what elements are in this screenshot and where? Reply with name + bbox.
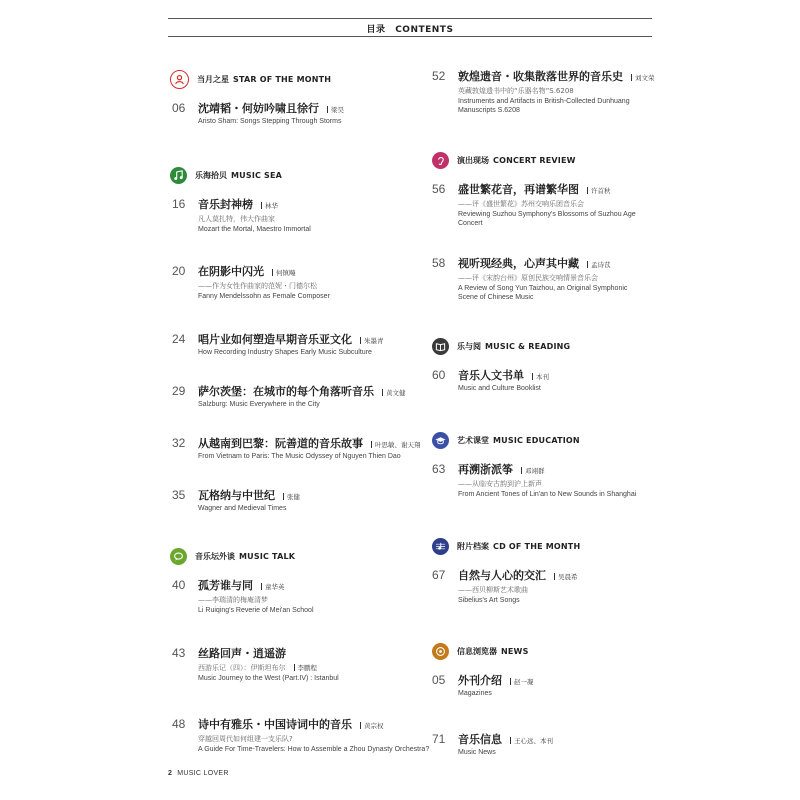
entry-english: Magazines xyxy=(458,690,492,697)
toc-entry-48[interactable] xyxy=(172,716,429,753)
entry-subtitle: ——李瑞清的梅庵清梦 xyxy=(198,596,268,604)
toc-entry-52[interactable] xyxy=(432,68,655,114)
section-en: STAR OF THE MONTH xyxy=(233,74,332,84)
speech-bubble-icon xyxy=(170,548,187,565)
page-number: 35 xyxy=(172,488,186,502)
section-en: MUSIC & READING xyxy=(485,341,571,351)
section-music-reading xyxy=(432,335,570,357)
section-music-sea xyxy=(170,164,282,186)
entry-english: Fanny Mendelssohn as Female Composer xyxy=(198,293,330,300)
music-note-icon xyxy=(170,167,187,184)
toc-entry-67[interactable] xyxy=(432,567,578,604)
contents-header-en: CONTENTS xyxy=(395,25,454,35)
entry-title: 瓦格纳与中世纪 xyxy=(198,489,275,502)
page-number: 32 xyxy=(172,436,186,450)
header-top-rule xyxy=(168,18,652,19)
page-number: 06 xyxy=(172,101,186,115)
entry-subtitle: 英藏敦煌遗书中的“乐器名物”S.6208 xyxy=(458,87,574,95)
section-cn: 附片档案 xyxy=(457,541,489,551)
entry-english: Li Ruiqing's Reverie of Mei'an School xyxy=(198,607,314,614)
section-cn: 当月之星 xyxy=(197,74,229,84)
entry-english: Mozart the Mortal, Maestro Immortal xyxy=(198,226,311,233)
page-number: 40 xyxy=(172,578,186,592)
entry-author: 林华 xyxy=(261,201,278,210)
toc-entry-56[interactable] xyxy=(432,181,636,227)
entry-title: 丝路回声・逍遥游 xyxy=(198,647,286,660)
entry-title: 沈靖韬・何妨吟啸且徐行 xyxy=(198,102,319,115)
entry-english: Instruments and Artifacts in British-Collected Dunhuang xyxy=(458,98,630,105)
toc-entry-43[interactable] xyxy=(172,645,339,682)
section-en: NEWS xyxy=(501,646,529,656)
entry-title: 孤芳谁与同 xyxy=(198,579,253,592)
section-cn: 音乐坛外谈 xyxy=(195,551,235,561)
page-number: 48 xyxy=(172,717,186,731)
section-cn: 乐与阅 xyxy=(457,341,481,351)
entry-title: 敦煌遗音・收集散落世界的音乐史 xyxy=(458,70,623,83)
entry-english-line2: Scene of Chinese Music xyxy=(458,294,534,301)
entry-english: Music Journey to the West (Part.IV) : Istanbul xyxy=(198,675,339,682)
contents-header xyxy=(168,22,652,35)
entry-author: 黄文健 xyxy=(382,388,406,397)
toc-entry-24[interactable] xyxy=(172,331,384,356)
entry-subtitle: ——西贝柳斯艺术歌曲 xyxy=(458,586,528,594)
entry-subtitle: ——评《宋韵台州》原创民族交响情景音乐会 xyxy=(458,274,598,282)
footer-magazine-name: MUSIC LOVER xyxy=(177,770,229,777)
entry-english: Sibelius's Art Songs xyxy=(458,597,520,604)
entry-subtitle: 穿越回周代如何组建一支乐队? xyxy=(198,735,293,743)
entry-title: 自然与人心的交汇 xyxy=(458,569,546,582)
toc-entry-60[interactable] xyxy=(432,367,549,392)
page-number: 05 xyxy=(432,673,446,687)
toc-entry-29[interactable] xyxy=(172,383,406,408)
entry-author: 孟诗苡 xyxy=(587,260,611,269)
page-number: 43 xyxy=(172,646,186,660)
entry-english: From Ancient Tones of Lin'an to New Sounds in Shanghai xyxy=(458,491,637,498)
section-cn: 乐海拾贝 xyxy=(195,170,227,180)
toc-entry-20[interactable] xyxy=(172,263,330,300)
entry-author: 本刊 xyxy=(532,372,549,381)
entry-title: 音乐信息 xyxy=(458,733,502,746)
section-en: CONCERT REVIEW xyxy=(493,155,576,165)
page-number: 20 xyxy=(172,264,186,278)
entry-author: 童华英 xyxy=(261,582,285,591)
entry-subtitle: 西游乐记（四）：伊斯坦布尔 李鹏程 xyxy=(198,664,317,672)
toc-entry-35[interactable] xyxy=(172,487,300,512)
section-music-talk xyxy=(170,545,295,567)
entry-author: 刘文荣 xyxy=(631,73,655,82)
section-en: MUSIC EDUCATION xyxy=(493,435,580,445)
section-news xyxy=(432,640,529,662)
header-bottom-rule xyxy=(168,36,652,37)
book-icon xyxy=(432,338,449,355)
toc-entry-05[interactable] xyxy=(432,672,534,697)
entry-author: 许首秋 xyxy=(587,186,611,195)
entry-title: 音乐封神榜 xyxy=(198,198,253,211)
entry-english: Salzburg: Music Everywhere in the City xyxy=(198,401,320,408)
toc-entry-06[interactable] xyxy=(172,100,344,125)
page-footer xyxy=(168,770,229,777)
entry-title: 从越南到巴黎：阮善道的音乐故事 xyxy=(198,437,363,450)
entry-author: 梁昊 xyxy=(327,105,344,114)
graduation-cap-icon xyxy=(432,432,449,449)
entry-title: 盛世繁花音，再谱繁华图 xyxy=(458,183,579,196)
entry-subtitle: ——从临安古韵到沪上新声 xyxy=(458,480,542,488)
entry-title: 再溯浙派筝 xyxy=(458,463,513,476)
entry-author: 何镇飚 xyxy=(272,268,296,277)
entry-title: 外刊介绍 xyxy=(458,674,502,687)
section-music-education xyxy=(432,429,580,451)
person-icon xyxy=(170,70,189,89)
page-number: 71 xyxy=(432,732,446,746)
section-en: CD OF THE MONTH xyxy=(493,541,581,551)
section-en: MUSIC TALK xyxy=(239,551,296,561)
entry-english-line2: Manuscripts S.6208 xyxy=(458,107,520,114)
page-number: 56 xyxy=(432,182,446,196)
toc-entry-16[interactable] xyxy=(172,196,311,233)
toc-entry-40[interactable] xyxy=(172,577,314,614)
entry-english: Wagner and Medieval Times xyxy=(198,505,287,512)
entry-english: Music News xyxy=(458,749,496,756)
entry-author: 王心远、本刊 xyxy=(510,736,553,745)
toc-entry-58[interactable] xyxy=(432,255,627,301)
page-number: 24 xyxy=(172,332,186,346)
entry-author: 朱墨青 xyxy=(360,336,384,345)
ear-icon xyxy=(432,152,449,169)
entry-author: 吴晨希 xyxy=(554,572,578,581)
entry-author: 张健 xyxy=(283,492,300,501)
entry-subtitle: 凡人莫扎特，伟大作曲家 xyxy=(198,215,275,223)
entry-subtitle: ——评《盛世繁花》苏州交响乐团音乐会 xyxy=(458,200,584,208)
section-cd-of-the-month xyxy=(432,535,580,557)
toc-entry-32[interactable] xyxy=(172,435,421,460)
section-star-of-the-month xyxy=(170,68,331,90)
entry-author: 叶思敏、谢天翔 xyxy=(371,440,421,449)
section-concert-review xyxy=(432,149,576,171)
entry-author: 赵一凝 xyxy=(510,677,534,686)
entry-title: 在阴影中闪光 xyxy=(198,265,264,278)
music-score-icon xyxy=(432,538,449,555)
entry-title: 音乐人文书单 xyxy=(458,369,524,382)
contents-header-cn: 目录 xyxy=(366,25,386,35)
section-cn: 演出现场 xyxy=(457,155,489,165)
section-cn: 信息浏览器 xyxy=(457,646,497,656)
entry-english: Aristo Sham: Songs Stepping Through Storms xyxy=(198,118,342,125)
page-number: 60 xyxy=(432,368,446,382)
entry-title: 诗中有雅乐・中国诗词中的音乐 xyxy=(198,718,352,731)
entry-english: How Recording Industry Shapes Early Music Subculture xyxy=(198,349,372,356)
page-number: 29 xyxy=(172,384,186,398)
entry-subtitle: ——作为女性作曲家的范妮・门德尔松 xyxy=(198,282,317,290)
page-number: 58 xyxy=(432,256,446,270)
section-en: MUSIC SEA xyxy=(231,170,283,180)
toc-entry-63[interactable] xyxy=(432,461,636,498)
entry-english: A Guide For Time-Travelers: How to Assemble a Zhou Dynasty Orchestra? xyxy=(198,746,430,753)
page-number: 63 xyxy=(432,462,446,476)
entry-english-line2: Concert xyxy=(458,220,483,227)
toc-entry-71[interactable] xyxy=(432,731,553,756)
entry-title: 唱片业如何塑造早期音乐亚文化 xyxy=(198,333,352,346)
entry-title: 萨尔茨堡：在城市的每个角落听音乐 xyxy=(198,385,374,398)
page-number: 16 xyxy=(172,197,186,211)
browser-icon xyxy=(432,643,449,660)
page-number: 52 xyxy=(432,69,446,83)
section-cn: 艺术课堂 xyxy=(457,435,489,445)
footer-page-number: 2 xyxy=(168,770,173,777)
page-number: 67 xyxy=(432,568,446,582)
entry-english: A Review of Song Yun Taizhou, an Original Symphonic xyxy=(458,285,628,292)
entry-author: 李鹏程 xyxy=(294,664,318,672)
entry-english: Reviewing Suzhou Symphony's Blossoms of Suzhou Age xyxy=(458,211,636,218)
entry-author: 邓翊群 xyxy=(521,466,545,475)
entry-english: Music and Culture Booklist xyxy=(458,385,541,392)
entry-author: 黄宗权 xyxy=(360,721,384,730)
entry-english: From Vietnam to Paris: The Music Odyssey of Nguyen Thien Dao xyxy=(198,453,401,460)
entry-title: 视听现经典，心声其中藏 xyxy=(458,257,579,270)
